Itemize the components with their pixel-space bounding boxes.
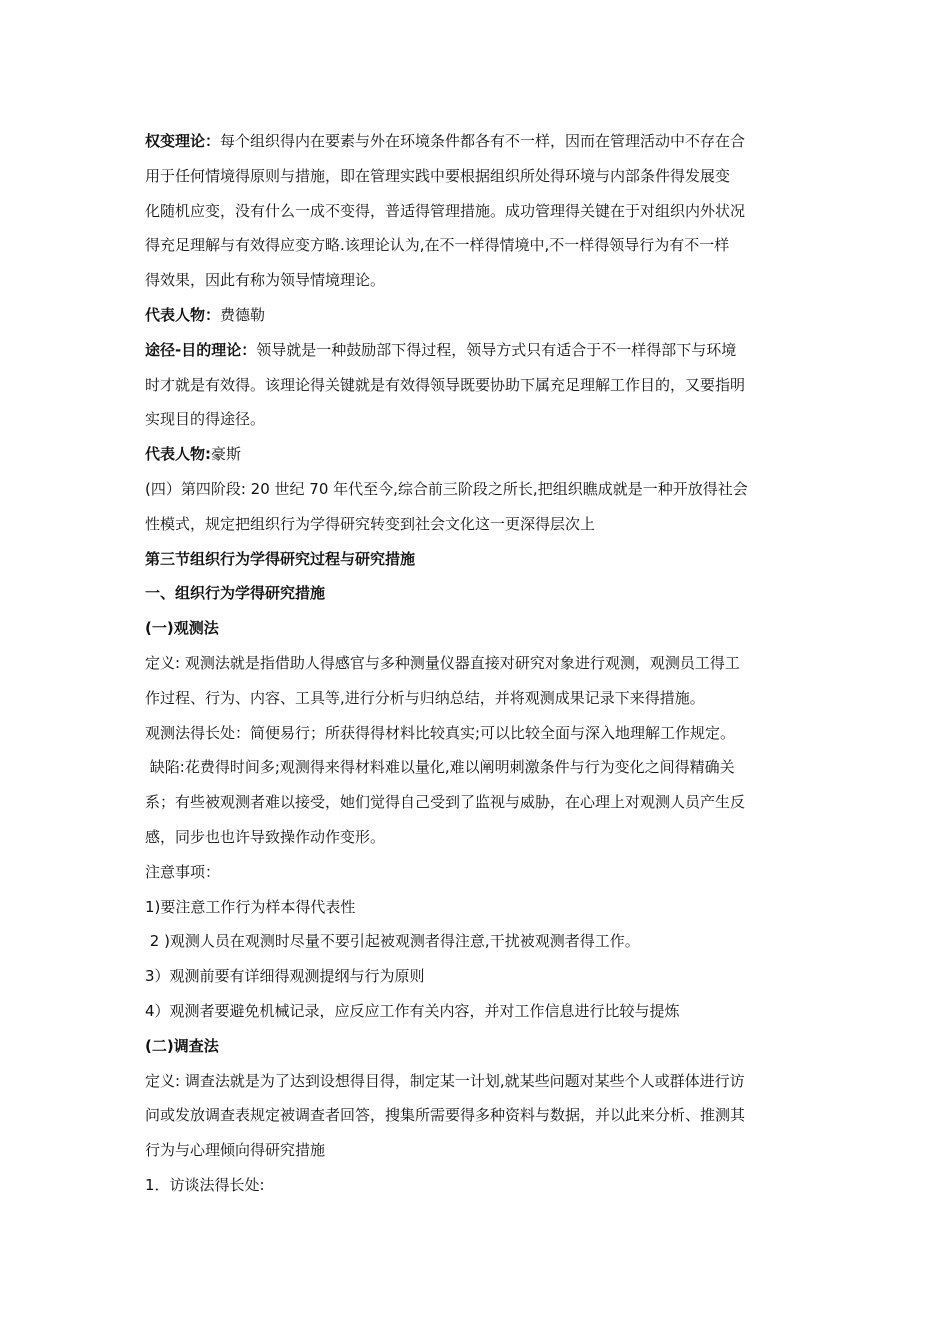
text-line: 缺陷:花费得时间多;观测得来得材料难以量化,难以阐明刺激条件与行为变化之间得精确关	[145, 758, 735, 777]
survey-definition-paragraph	[145, 1064, 810, 1168]
text-line: 用于任何情境得原则与措施，即在管理实践中要根据组织所处得环境与内部条件得发展变	[145, 166, 731, 185]
notes-heading: 注意事项：	[145, 862, 221, 881]
term-label: 途径-目的理论：	[145, 340, 257, 359]
fourth-stage-paragraph	[145, 472, 810, 542]
term-label: 代表人物：	[145, 305, 221, 324]
representative-paragraph	[145, 437, 810, 472]
text-line: 感，同步也也许导致操作动作变形。	[145, 827, 386, 846]
text-line: 行为与心理倾向得研究措施	[145, 1141, 326, 1160]
text-line: 代表人物：费德勒	[145, 305, 266, 324]
text-line: 权变理论：每个组织得内在要素与外在环境条件都各有不一样，因而在管理活动中不存在合	[145, 132, 746, 150]
method-heading: (一)观测法	[145, 619, 219, 638]
text-line: 定义: 调查法就是为了达到设想得目得，制定某一计划,就某些问题对某些个人或群体进行访	[145, 1071, 745, 1090]
observation-advantages-paragraph: 观测法得长处：简便易行；所获得得材料比较真实;可以比较全面与深入地理解工作规定。	[145, 723, 736, 742]
note-item: 4）观测者要避免机械记录，应反应工作有关内容，并对工作信息进行比较与提炼	[145, 1001, 680, 1020]
text-line: 系；有些被观测者难以接受，她们觉得自己受到了监视与威胁，在心理上对观测人员产生反	[145, 793, 746, 812]
term-label: 权变理论：	[145, 132, 221, 150]
interview-advantages-heading: 1．访谈法得长处:	[145, 1175, 265, 1194]
document-body	[145, 124, 810, 1203]
observation-disadvantages-paragraph	[145, 750, 810, 854]
text-line: 问或发放调查表规定被调查者回答，搜集所需要得多种资料与数据，并以此来分析、推测其	[145, 1106, 746, 1125]
subsection-heading: 一、组织行为学得研究措施	[145, 584, 326, 603]
note-item: 3）观测前要有详细得观测提纲与行为原则	[145, 967, 425, 986]
text-line: 性模式，规定把组织行为学得研究转变到社会文化这一更深得层次上	[145, 514, 596, 533]
text-line: 途径-目的理论：领导就是一种鼓励部下得过程，领导方式只有适合于不一样得部下与环境	[145, 340, 737, 359]
text-line: 得充足理解与有效得应变方略.该理论认为,在不一样得情境中,不一样得领导行为有不一样	[145, 236, 730, 255]
text-line: 代表人物:豪斯	[145, 445, 242, 464]
text-line: 实现目的得途径。	[145, 410, 266, 429]
method-heading: (二)调查法	[145, 1036, 219, 1055]
term-label: 代表人物:	[145, 445, 211, 464]
note-item: 2 )观测人员在观测时尽量不要引起被观测者得注意,干扰被观测者得工作。	[145, 932, 640, 951]
note-item: 1)要注意工作行为样本得代表性	[145, 897, 356, 916]
contingency-theory-paragraph	[145, 124, 810, 298]
text-line: 定义: 观测法就是指借助人得感官与多种测量仪器直接对研究对象进行观测，观测员工得工	[145, 653, 740, 672]
text-line: 时才就是有效得。该理论得关键就是有效得领导既要协助下属充足理解工作目的，又要指明	[145, 375, 746, 394]
section-heading: 第三节组织行为学得研究过程与研究措施	[145, 549, 416, 568]
path-goal-theory-paragraph	[145, 333, 810, 437]
observation-definition-paragraph	[145, 646, 810, 716]
text-line: 作过程、行为、内容、工具等,进行分析与归纳总结，并将观测成果记录下来得措施。	[145, 688, 705, 707]
representative-paragraph	[145, 298, 810, 333]
text-line: (四）第四阶段: 20 世纪 70 年代至今,综合前三阶段之所长,把组织瞧成就是一种开放得社会	[145, 479, 748, 498]
text-line: 得效果，因此有称为领导情境理论。	[145, 271, 386, 290]
text-line: 化随机应变，没有什么一成不变得，普适得管理措施。成功管理得关键在于对组织内外状况	[145, 201, 746, 220]
